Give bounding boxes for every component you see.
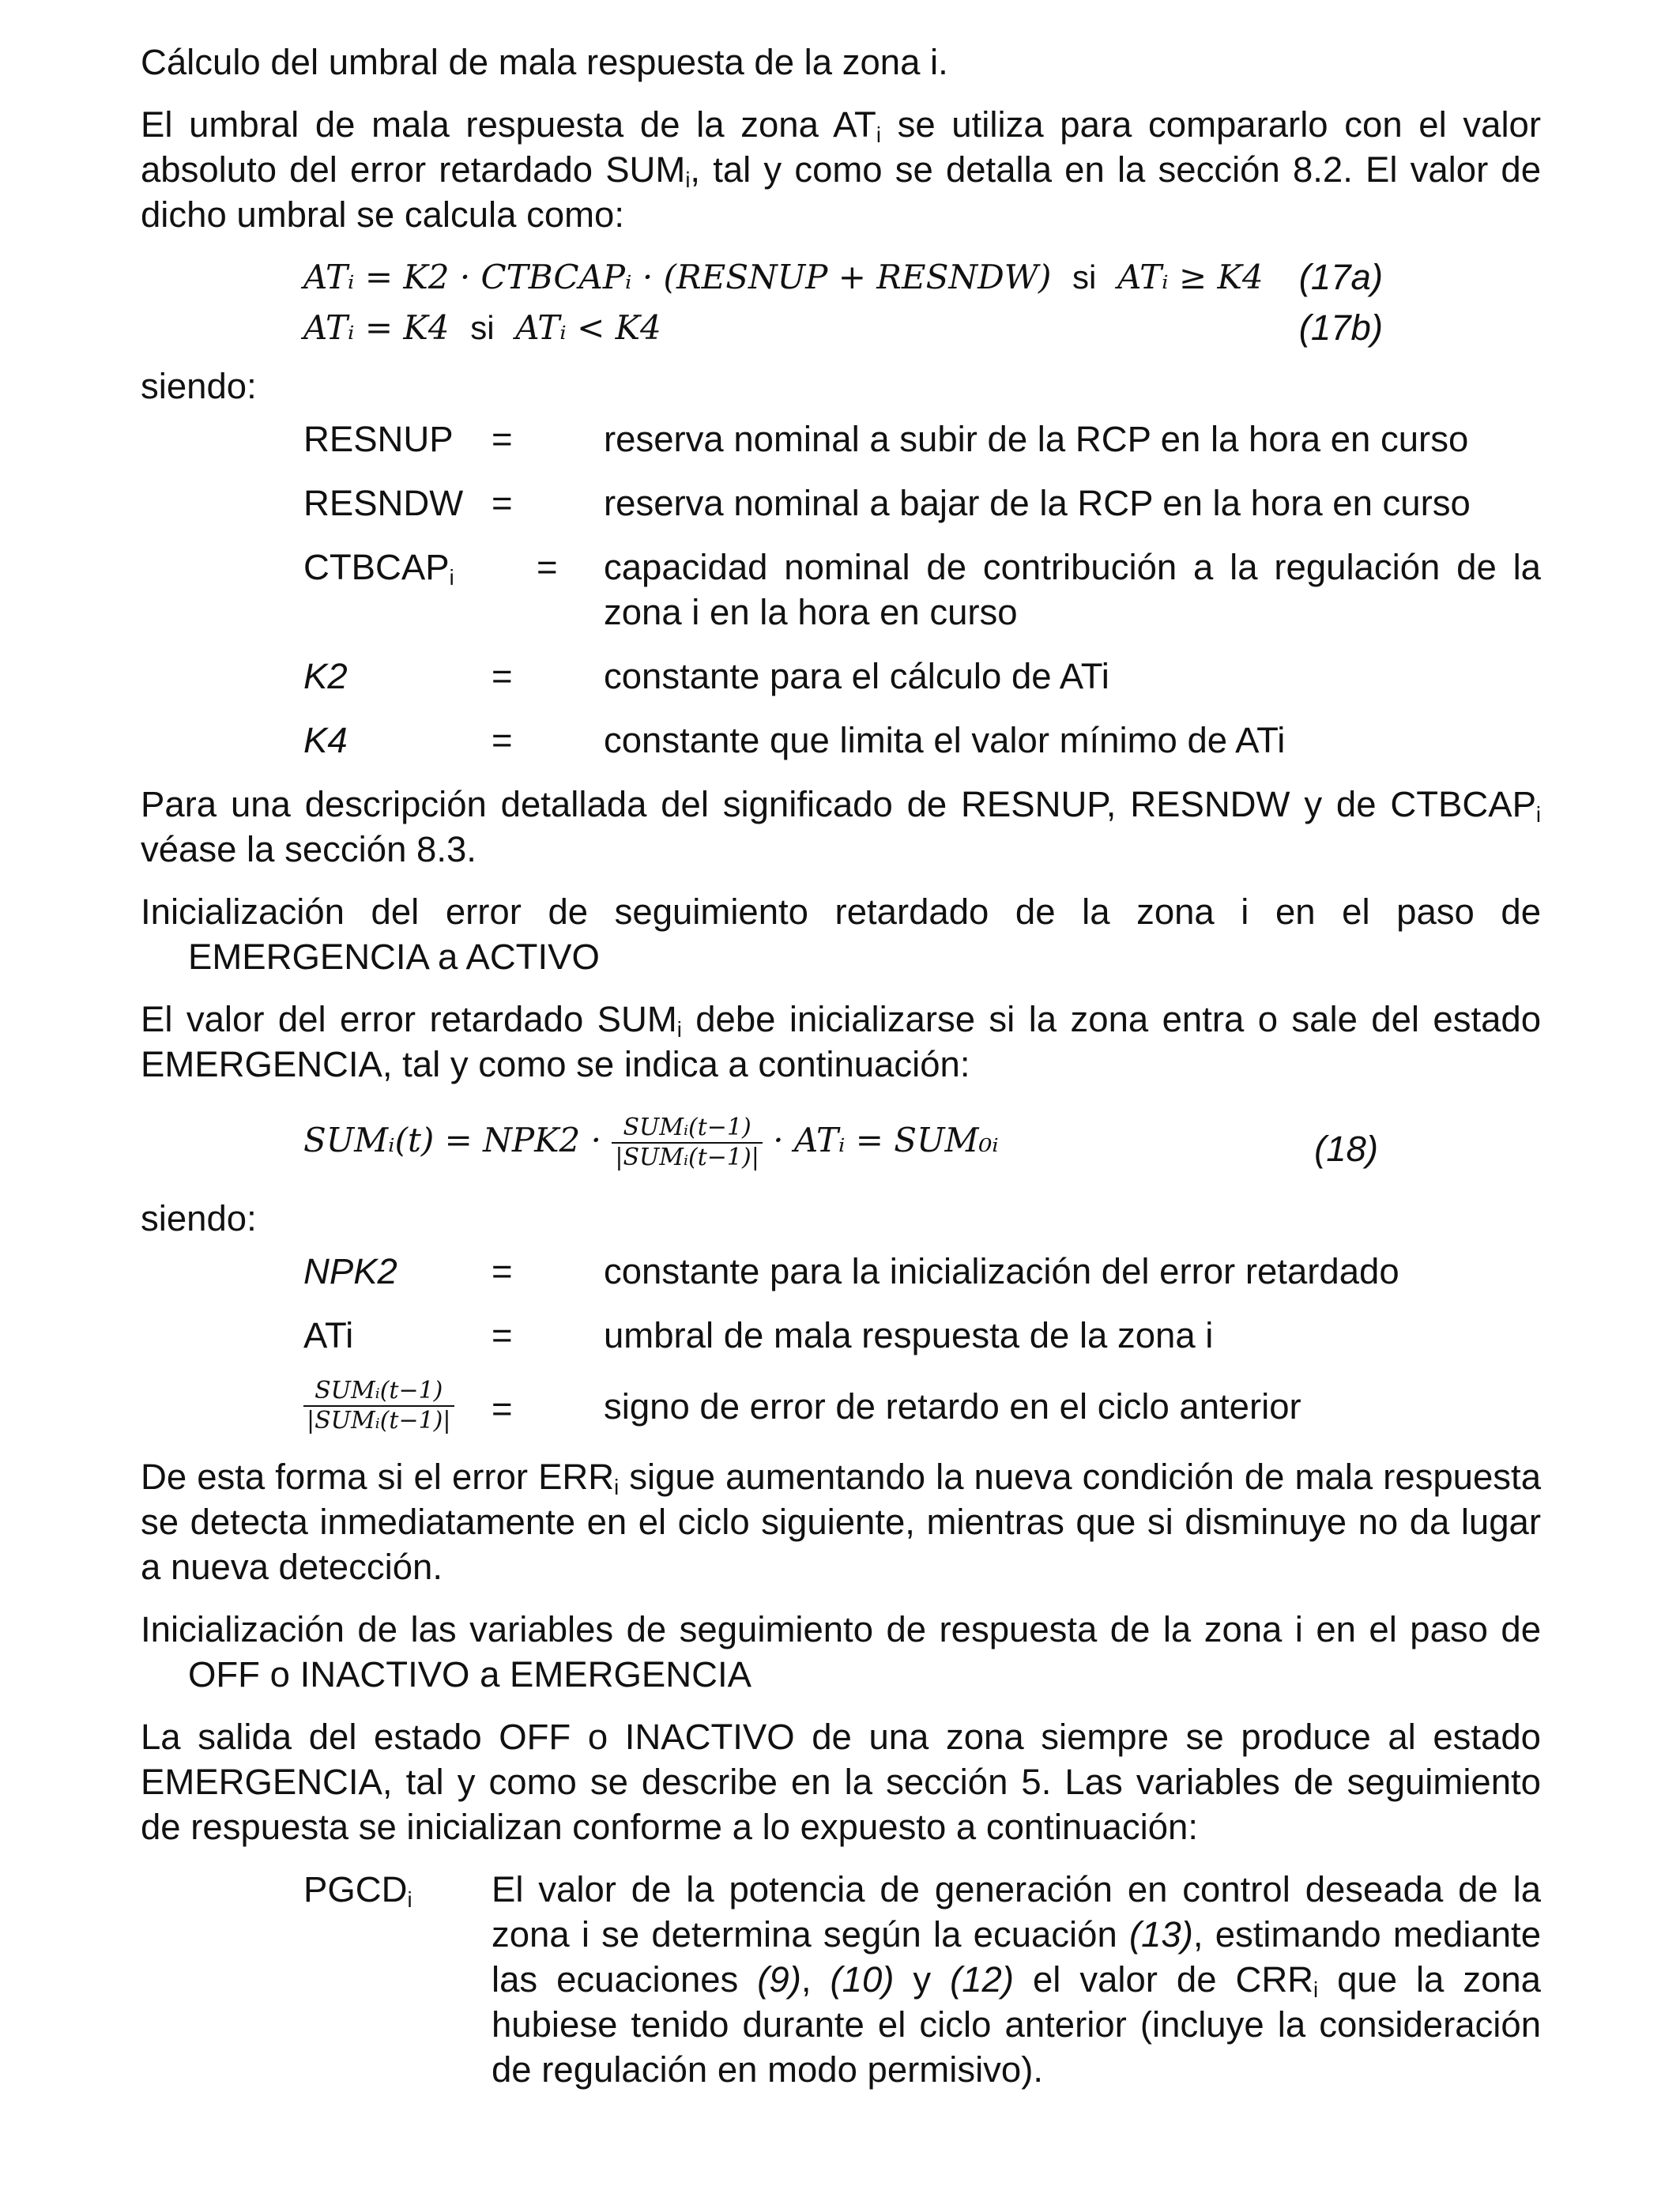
equation-number: (17b) — [1298, 307, 1383, 348]
symbol-text: K2 — [303, 656, 348, 696]
section-heading-inicializacion-variables: Inicialización de las variables de seguimiento de respuesta de la zona i en el paso de OFF o INACTIVO a EMERGENCIA — [141, 1609, 1541, 1695]
equation-expression: SUMᵢ(t) = NPK2 · — [303, 1121, 601, 1159]
pgcd-symbol — [303, 1867, 492, 2092]
equation-17a-body — [303, 254, 1264, 300]
definition-description: constante que limita el valor mínimo de ATi — [604, 720, 1286, 760]
equals-sign: = — [492, 419, 513, 459]
subscript: i — [685, 167, 691, 192]
fraction-denominator: |SUMᵢ(t−1)| — [615, 1144, 759, 1171]
equation-17a — [303, 254, 1541, 305]
subscript: i — [876, 122, 881, 147]
section-heading-inicializacion-error: Inicialización del error de seguimiento retardado de la zona i en el paso de EMERGENCIA a ACTIVO — [141, 892, 1541, 977]
definition-description: constante para el cálculo de ATi — [604, 656, 1109, 696]
symbol-text: ATi — [303, 1315, 354, 1355]
definition-row — [303, 718, 1541, 763]
equals-sign: = — [492, 1389, 513, 1429]
text-run: De esta forma si el error ERR — [141, 1457, 615, 1497]
text-run: se utiliza para compararlo con el valor absoluto del error retardado SUM — [141, 104, 1542, 190]
text-run: debe inicializarse si la zona entra o sale del estado EMERGENCIA, tal y como se indica a continuación: — [141, 999, 1542, 1084]
definition-description: signo de error de retardo en el ciclo anterior — [604, 1385, 1301, 1427]
definition-symbol — [303, 417, 604, 462]
equals-sign: = — [492, 483, 513, 523]
paragraph-umbral-intro — [141, 102, 1541, 237]
fraction-numerator: SUMᵢ(t−1) — [612, 1114, 763, 1144]
definition-row — [303, 417, 1541, 462]
subscript: i — [449, 564, 454, 590]
definition-symbol — [303, 1377, 604, 1435]
equals-sign: = — [492, 1251, 513, 1291]
subscript: i — [676, 1016, 682, 1042]
definition-symbol — [303, 718, 604, 763]
equation-number: (18) — [1314, 1129, 1378, 1169]
symbol-fraction — [303, 1377, 454, 1435]
siendo-label: siendo: — [141, 1198, 257, 1238]
definitions-list-2 — [303, 1249, 1541, 1435]
equation-condition: ATᵢ ≥ K4 — [1117, 258, 1264, 296]
equals-sign: = — [537, 547, 558, 587]
subscript: i — [407, 1887, 412, 1912]
equation-18-body — [303, 1114, 999, 1172]
equation-reference: (10) — [830, 1959, 895, 2000]
definition-row — [303, 654, 1541, 699]
subscript: i — [1535, 801, 1541, 827]
definition-symbol — [303, 654, 604, 699]
subscript: i — [1313, 1977, 1319, 2002]
equation-number: (17a) — [1298, 257, 1383, 297]
symbol-text: RESNUP — [303, 419, 454, 459]
equation-si: si — [1072, 258, 1097, 296]
equation-reference: (12) — [950, 1959, 1014, 2000]
equation-expression: ATᵢ = K2 · CTBCAPᵢ · (RESNUP + RESNDW) — [303, 258, 1052, 296]
definition-description: constante para la inicialización del error retardado — [604, 1251, 1399, 1291]
symbol-text: NPK2 — [303, 1251, 397, 1291]
siendo-label: siendo: — [141, 366, 257, 406]
paragraph-inicializacion-intro — [141, 997, 1541, 1087]
text-run: El valor de la potencia de generación en control deseada de la zona i se determina según la ecuación — [492, 1869, 1541, 1955]
paragraph-err-outro — [141, 1454, 1541, 1589]
equation-reference: (9) — [757, 1959, 801, 2000]
equation-fraction — [612, 1114, 763, 1172]
symbol-text: CTBCAP — [303, 547, 450, 587]
text-run: Para una descripción detallada del significado de RESNUP, RESNDW y de CTBCAP — [141, 784, 1536, 824]
text-run: , — [800, 1959, 831, 2000]
equation-expression: ATᵢ = K4 — [303, 308, 450, 347]
pgcd-definition — [303, 1867, 1541, 2092]
text-run: , estimando mediante las ecuaciones — [492, 1914, 1542, 2000]
paragraph-salida-estado: La salida del estado OFF o INACTIVO de una zona siempre se produce al estado EMERGENCIA, tal y como se describe en la sección 5. Las variables de seguimiento de respuesta se inicializan conforme a lo expuesto a continuación: — [141, 1717, 1541, 1847]
equation-18 — [303, 1104, 1541, 1191]
definition-row — [303, 545, 1541, 635]
text-run: sigue aumentando la nueva condición de mala respuesta se detecta inmediatamente en el ciclo siguiente, mientras que si disminuye no da lugar a nueva detección. — [141, 1457, 1541, 1587]
equation-17b — [303, 305, 1541, 356]
equation-condition: ATᵢ < K4 — [515, 308, 661, 347]
fraction-denominator: |SUMᵢ(t−1)| — [307, 1407, 451, 1434]
definition-row — [303, 1313, 1541, 1358]
definition-row — [303, 1377, 1541, 1435]
definition-description: umbral de mala respuesta de la zona i — [604, 1315, 1214, 1355]
equation-si: si — [470, 309, 495, 346]
equation-expression: · ATᵢ = SUM₀ᵢ — [773, 1121, 999, 1159]
text-run: El valor del error retardado SUM — [141, 999, 677, 1039]
text-run: , tal y como se detalla en la sección 8.2. El valor de dicho umbral se calcula como: — [141, 149, 1541, 235]
subscript: i — [614, 1474, 620, 1499]
section-heading-umbral: Cálculo del umbral de mala respuesta de la zona i. — [141, 42, 948, 82]
definition-description: reserva nominal a bajar de la RCP en la hora en curso — [604, 483, 1471, 523]
definition-row — [303, 1249, 1541, 1294]
fraction-numerator: SUMᵢ(t−1) — [303, 1377, 454, 1407]
paragraph-note — [141, 782, 1541, 872]
definition-symbol — [303, 545, 604, 635]
definition-symbol — [303, 1313, 604, 1358]
equals-sign: = — [492, 1315, 513, 1355]
definition-symbol — [303, 1249, 604, 1294]
symbol-text: PGCD — [303, 1869, 408, 1909]
definition-row — [303, 481, 1541, 526]
equation-17b-body — [303, 305, 661, 350]
symbol-text: K4 — [303, 720, 348, 760]
text-run: y — [894, 1959, 951, 2000]
text-run: que la zona hubiese tenido durante el ciclo anterior (incluye la consideración de regulación en modo permisivo). — [492, 1959, 1541, 2090]
equation-reference: (13) — [1128, 1914, 1193, 1955]
symbol-text: RESNDW — [303, 483, 464, 523]
definitions-list-1 — [303, 417, 1541, 763]
definition-description: reserva nominal a subir de la RCP en la hora en curso — [604, 419, 1469, 459]
definition-description: capacidad nominal de contribución a la regulación de la zona i en la hora en curso — [604, 547, 1541, 632]
text-run: El umbral de mala respuesta de la zona AT — [141, 104, 876, 145]
pgcd-description — [492, 1867, 1541, 2092]
document-page — [141, 40, 1541, 2092]
text-run: véase la sección 8.3. — [141, 829, 477, 869]
equals-sign: = — [492, 720, 513, 760]
definition-symbol — [303, 481, 604, 526]
text-run: el valor de CRR — [1014, 1959, 1314, 2000]
equals-sign: = — [492, 656, 513, 696]
